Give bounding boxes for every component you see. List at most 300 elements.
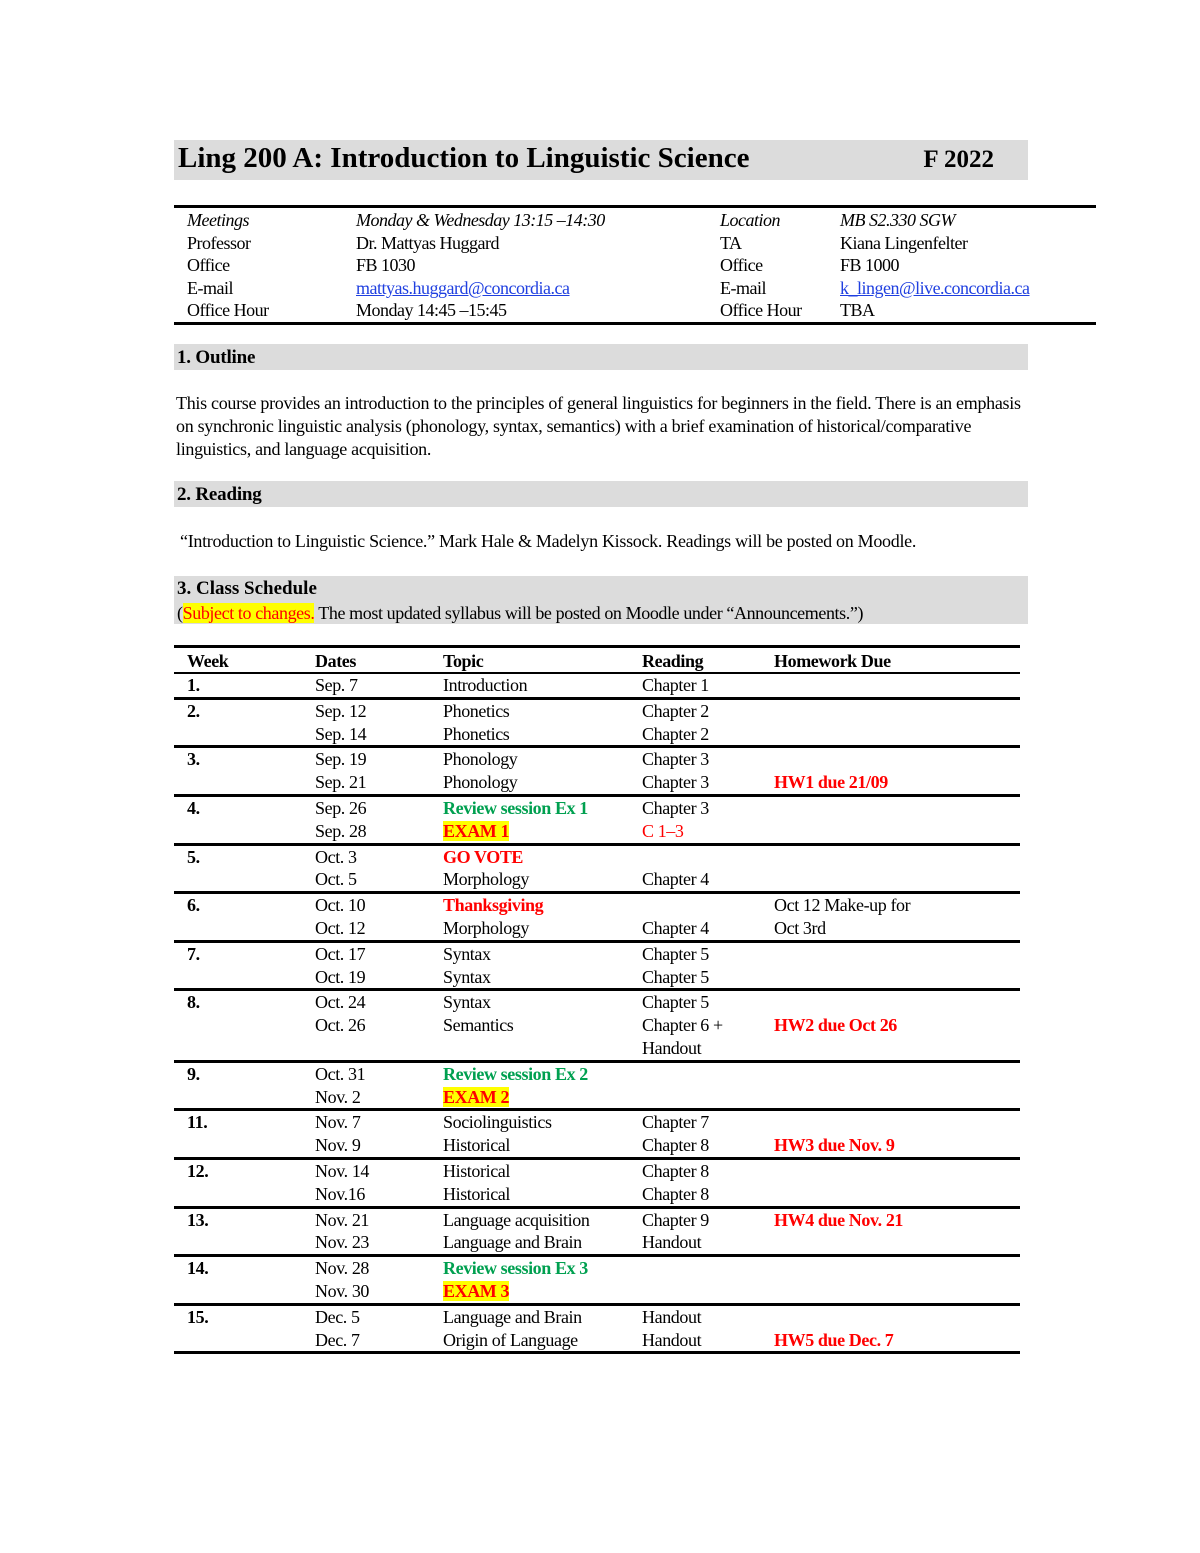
week-group (174, 990, 1020, 1061)
week-number (174, 893, 302, 917)
homework-cell-text: HW1 due 21/09 (774, 772, 888, 793)
topic-cell (430, 747, 629, 771)
date-cell-text: Oct. 3 (315, 846, 357, 867)
week-group (174, 1158, 1020, 1207)
homework-cell (761, 941, 1020, 965)
reading-cell (629, 1231, 761, 1255)
homework-cell (761, 1304, 1020, 1328)
reading-cell-text: Chapter 5 (642, 966, 709, 987)
course-title: Ling 200 A: Introduction to Linguistic Science (178, 142, 750, 174)
reading-cell-text: Chapter 1 (642, 675, 709, 695)
topic-cell (430, 1304, 629, 1328)
homework-cell (761, 820, 1020, 844)
week-number (174, 795, 302, 819)
ta-label: TA (720, 232, 742, 253)
subject-to-changes-highlight: Subject to changes. (182, 603, 315, 623)
reading-cell-text: Chapter 7 (642, 1112, 709, 1133)
reading-cell (629, 673, 761, 698)
week-number-text: 2. (187, 700, 200, 721)
date-cell (302, 1207, 430, 1231)
meetings-row (174, 207, 1096, 232)
reading-cell (629, 990, 761, 1014)
schedule-row (174, 1014, 1020, 1037)
date-cell-text: Oct. 5 (315, 869, 357, 890)
reading-text: “Introduction to Linguistic Science.” Mark Hale & Madelyn Kissock. Readings will be posted on Moodle. (180, 531, 917, 551)
homework-cell (761, 723, 1020, 747)
date-cell (302, 868, 430, 892)
topic-cell-text: Semantics (443, 1015, 514, 1036)
week-number (174, 723, 302, 747)
week-number (174, 1207, 302, 1231)
email-label: E-mail (187, 277, 233, 298)
professor-label: Professor (187, 232, 251, 253)
schedule-row (174, 1207, 1020, 1231)
reading-cell (629, 917, 761, 941)
week-number (174, 1256, 302, 1280)
topic-cell-text: Morphology (443, 917, 530, 938)
professor-email-link[interactable]: mattyas.huggard@concordia.ca (356, 277, 570, 298)
week-group (174, 1256, 1020, 1305)
topic-cell (430, 1061, 629, 1085)
date-cell-text: Nov. 28 (315, 1258, 370, 1279)
reading-cell (629, 893, 761, 917)
date-cell (302, 1014, 430, 1037)
homework-cell (761, 1207, 1020, 1231)
homework-cell (761, 1061, 1020, 1085)
reading-cell (629, 1134, 761, 1158)
date-cell (302, 917, 430, 941)
schedule-row (174, 1304, 1020, 1328)
date-cell-text: Nov. 14 (315, 1160, 370, 1181)
date-cell (302, 1304, 430, 1328)
topic-cell (430, 1183, 629, 1207)
schedule-row (174, 917, 1020, 941)
week-number-text: 1. (187, 675, 200, 695)
date-cell-text: Sep. 26 (315, 797, 367, 818)
topic-cell-text: Language and Brain (443, 1232, 582, 1253)
week-number-text: 3. (187, 749, 200, 770)
title-bar (174, 140, 1028, 180)
date-cell (302, 820, 430, 844)
reading-heading: 2. Reading (177, 484, 262, 505)
topic-cell (430, 868, 629, 892)
topic-cell (430, 917, 629, 941)
topic-cell-text: Phonology (443, 772, 518, 793)
schedule-row (174, 1061, 1020, 1085)
reading-cell (629, 747, 761, 771)
week-group (174, 844, 1020, 893)
reading-cell-text: Handout (642, 1329, 702, 1350)
outline-heading-bar (174, 344, 1028, 370)
homework-cell-text: HW3 due Nov. 9 (774, 1135, 895, 1156)
week-number (174, 1329, 302, 1353)
homework-cell-text: HW5 due Dec. 7 (774, 1329, 894, 1350)
topic-cell (430, 844, 629, 868)
week-number (174, 820, 302, 844)
topic-cell-text: EXAM 1 (443, 820, 510, 841)
reading-cell (629, 1086, 761, 1110)
week-number (174, 1014, 302, 1037)
topic-cell-text: GO VOTE (443, 846, 524, 867)
topic-cell (430, 1037, 629, 1061)
week-number-text: 4. (187, 797, 200, 818)
reading-cell-text: Chapter 3 (642, 797, 709, 818)
week-group (174, 1110, 1020, 1159)
schedule-row (174, 820, 1020, 844)
date-cell-text: Oct. 17 (315, 943, 366, 964)
ta-office-hour-value: TBA (840, 300, 875, 321)
date-cell (302, 1256, 430, 1280)
topic-cell-text: Morphology (443, 869, 530, 890)
topic-cell-text: Sociolinguistics (443, 1112, 552, 1133)
date-cell-text: Sep. 7 (315, 675, 358, 695)
date-cell-text: Nov.16 (315, 1183, 365, 1204)
homework-cell (761, 844, 1020, 868)
homework-cell (761, 795, 1020, 819)
schedule-row (174, 1256, 1020, 1280)
reading-cell (629, 795, 761, 819)
reading-cell-text: Chapter 5 (642, 943, 709, 964)
office-label: Office (187, 255, 230, 276)
reading-heading-bar (174, 481, 1028, 507)
homework-cell (761, 893, 1020, 917)
reading-cell (629, 698, 761, 722)
week-number (174, 1086, 302, 1110)
reading-cell (629, 868, 761, 892)
homework-cell (761, 771, 1020, 795)
reading-cell (629, 1207, 761, 1231)
topic-cell (430, 673, 629, 698)
topic-cell (430, 1014, 629, 1037)
schedule-row (174, 844, 1020, 868)
schedule-note (177, 603, 863, 624)
office-value: FB 1030 (356, 255, 416, 276)
schedule-row (174, 941, 1020, 965)
date-cell (302, 941, 430, 965)
reading-cell (629, 1183, 761, 1207)
column-header-topic: Topic (430, 647, 629, 674)
date-cell-text: Sep. 19 (315, 749, 367, 770)
reading-cell-text: Chapter 5 (642, 992, 709, 1013)
week-number (174, 941, 302, 965)
week-group (174, 941, 1020, 990)
reading-cell (629, 1037, 761, 1061)
date-cell (302, 1037, 430, 1061)
week-number (174, 747, 302, 771)
homework-cell-text: Oct 3rd (774, 917, 826, 938)
week-number-text: 5. (187, 846, 200, 867)
reading-cell (629, 1280, 761, 1304)
schedule-row (174, 893, 1020, 917)
professor-row (174, 232, 1096, 255)
date-cell-text: Nov. 30 (315, 1280, 370, 1301)
topic-cell (430, 1207, 629, 1231)
date-cell-text: Oct. 26 (315, 1015, 366, 1036)
reading-cell-text: Chapter 2 (642, 700, 709, 721)
homework-cell (761, 1231, 1020, 1255)
homework-cell (761, 1110, 1020, 1134)
date-cell (302, 1280, 430, 1304)
homework-cell (761, 1280, 1020, 1304)
topic-cell (430, 941, 629, 965)
reading-cell-text: Chapter 4 (642, 917, 709, 938)
reading-cell-text: Chapter 3 (642, 772, 709, 793)
topic-cell-text: Syntax (443, 943, 491, 964)
reading-cell (629, 1014, 761, 1037)
date-cell (302, 1061, 430, 1085)
date-cell (302, 1158, 430, 1182)
week-number (174, 868, 302, 892)
topic-cell (430, 1110, 629, 1134)
column-header-week: Week (174, 647, 302, 674)
schedule-row (174, 990, 1020, 1014)
office-hour-value: Monday 14:45 –15:45 (356, 300, 507, 321)
week-group (174, 747, 1020, 796)
topic-cell-text: Review session Ex 1 (443, 797, 588, 818)
date-cell-text: Oct. 19 (315, 966, 366, 987)
homework-cell (761, 1329, 1020, 1353)
week-number (174, 990, 302, 1014)
homework-cell-text: HW2 due Oct 26 (774, 1015, 897, 1036)
week-number (174, 844, 302, 868)
date-cell-text: Dec. 7 (315, 1329, 360, 1350)
reading-cell-text: Chapter 8 (642, 1183, 709, 1204)
schedule-heading: 3. Class Schedule (177, 578, 317, 599)
date-cell-text: Dec. 5 (315, 1306, 360, 1327)
week-group (174, 795, 1020, 844)
schedule-row (174, 1037, 1020, 1061)
schedule-note-rest: The most updated syllabus will be posted on Moodle under “Announcements.”) (314, 603, 864, 623)
schedule-row (174, 747, 1020, 771)
week-group (174, 1207, 1020, 1256)
date-cell (302, 1183, 430, 1207)
topic-cell-text: Thanksgiving (443, 895, 544, 916)
date-cell-text: Sep. 28 (315, 820, 367, 841)
reading-cell (629, 820, 761, 844)
topic-cell-text: Syntax (443, 992, 491, 1013)
week-number (174, 1061, 302, 1085)
week-number (174, 1158, 302, 1182)
topic-cell-text: Language and Brain (443, 1306, 582, 1327)
week-number (174, 1110, 302, 1134)
schedule-row (174, 1280, 1020, 1304)
reading-cell-text: Chapter 2 (642, 723, 709, 744)
date-cell-text: Nov. 2 (315, 1086, 361, 1107)
schedule-heading-bar (174, 576, 1028, 624)
homework-cell (761, 868, 1020, 892)
date-cell (302, 893, 430, 917)
topic-cell (430, 893, 629, 917)
topic-cell (430, 1158, 629, 1182)
topic-cell (430, 1329, 629, 1353)
date-cell (302, 795, 430, 819)
column-header-dates: Dates (302, 647, 430, 674)
reading-cell (629, 1061, 761, 1085)
ta-value: Kiana Lingenfelter (840, 232, 968, 253)
ta-office-value: FB 1000 (840, 255, 900, 276)
topic-cell (430, 1134, 629, 1158)
reading-cell-text: Chapter 9 (642, 1209, 709, 1230)
week-number-text: 8. (187, 992, 200, 1013)
schedule-row (174, 1183, 1020, 1207)
reading-cell-text: Chapter 6 + (642, 1015, 723, 1036)
homework-cell (761, 1134, 1020, 1158)
date-cell (302, 723, 430, 747)
date-cell (302, 844, 430, 868)
meetings-label: Meetings (187, 210, 249, 230)
course-info-table (174, 205, 1096, 325)
topic-cell (430, 990, 629, 1014)
schedule-header-row (174, 647, 1020, 674)
topic-cell-text: Language acquisition (443, 1209, 590, 1230)
week-number (174, 1183, 302, 1207)
topic-cell (430, 723, 629, 747)
schedule-row (174, 698, 1020, 722)
week-number (174, 1037, 302, 1061)
topic-cell-text: Historical (443, 1183, 510, 1204)
topic-cell-text: Introduction (443, 675, 528, 695)
professor-value: Dr. Mattyas Huggard (356, 232, 499, 253)
topic-cell-text: Review session Ex 3 (443, 1258, 588, 1279)
homework-cell (761, 917, 1020, 941)
homework-cell-text: HW4 due Nov. 21 (774, 1209, 904, 1230)
week-number-text: 9. (187, 1063, 200, 1084)
week-number (174, 1134, 302, 1158)
ta-email-link[interactable]: k_lingen@live.concordia.ca (840, 277, 1030, 298)
ta-email-label: E-mail (720, 277, 766, 298)
schedule-row (174, 1329, 1020, 1353)
date-cell-text: Sep. 12 (315, 700, 367, 721)
week-number (174, 771, 302, 795)
date-cell-text: Sep. 21 (315, 772, 367, 793)
schedule-row (174, 868, 1020, 892)
week-number (174, 1280, 302, 1304)
location-label: Location (720, 210, 781, 230)
schedule-row (174, 966, 1020, 990)
date-cell-text: Nov. 7 (315, 1112, 361, 1133)
week-group (174, 1304, 1020, 1353)
date-cell-text: Oct. 10 (315, 895, 366, 916)
email-row (174, 277, 1096, 300)
office-hour-label: Office Hour (187, 300, 269, 321)
topic-cell-text: Syntax (443, 966, 491, 987)
topic-cell-text: EXAM 3 (443, 1280, 510, 1301)
course-term: F 2022 (923, 146, 994, 173)
reading-cell-text: Handout (642, 1232, 702, 1253)
schedule-row (174, 1231, 1020, 1255)
date-cell (302, 1086, 430, 1110)
date-cell-text: Nov. 9 (315, 1135, 361, 1156)
topic-cell (430, 820, 629, 844)
schedule-row (174, 771, 1020, 795)
week-group (174, 893, 1020, 942)
week-number-text: 15. (187, 1306, 209, 1327)
week-number (174, 1304, 302, 1328)
schedule-row (174, 1110, 1020, 1134)
date-cell (302, 698, 430, 722)
reading-cell-text: Chapter 4 (642, 869, 709, 890)
office-row (174, 254, 1096, 277)
week-number (174, 698, 302, 722)
reading-cell (629, 1158, 761, 1182)
topic-cell (430, 966, 629, 990)
week-number-text: 13. (187, 1209, 209, 1230)
outline-heading: 1. Outline (177, 347, 256, 368)
schedule-row (174, 795, 1020, 819)
homework-cell (761, 1014, 1020, 1037)
reading-cell (629, 771, 761, 795)
date-cell-text: Nov. 23 (315, 1232, 370, 1253)
ta-office-hour-label: Office Hour (720, 300, 802, 321)
homework-cell (761, 966, 1020, 990)
homework-cell (761, 1158, 1020, 1182)
topic-cell-text: Phonetics (443, 700, 510, 721)
reading-cell (629, 1329, 761, 1353)
date-cell-text: Oct. 24 (315, 992, 366, 1013)
topic-cell-text: EXAM 2 (443, 1086, 510, 1107)
reading-cell-text: C 1–3 (642, 820, 684, 841)
homework-cell-text: Oct 12 Make-up for (774, 895, 911, 916)
office-hour-row (174, 299, 1096, 323)
topic-cell-text: Phonology (443, 749, 518, 770)
topic-cell (430, 698, 629, 722)
topic-cell (430, 1086, 629, 1110)
homework-cell (761, 990, 1020, 1014)
homework-cell (761, 1183, 1020, 1207)
homework-cell (761, 1037, 1020, 1061)
week-number (174, 966, 302, 990)
ta-office-label: Office (720, 255, 763, 276)
topic-cell (430, 1280, 629, 1304)
topic-cell-text: Historical (443, 1135, 510, 1156)
reading-cell-text: Chapter 3 (642, 749, 709, 770)
location-value: MB S2.330 SGW (840, 210, 955, 230)
topic-cell (430, 1256, 629, 1280)
week-number-text: 7. (187, 943, 200, 964)
date-cell (302, 1329, 430, 1353)
week-number-text: 6. (187, 895, 200, 916)
date-cell (302, 747, 430, 771)
homework-cell (761, 747, 1020, 771)
topic-cell (430, 795, 629, 819)
schedule-row (174, 1086, 1020, 1110)
reading-cell (629, 723, 761, 747)
date-cell-text: Sep. 14 (315, 723, 367, 744)
reading-cell-text: Chapter 8 (642, 1135, 709, 1156)
class-schedule-table (174, 645, 1020, 1354)
schedule-row (174, 1134, 1020, 1158)
date-cell (302, 771, 430, 795)
date-cell (302, 1134, 430, 1158)
homework-cell (761, 1086, 1020, 1110)
topic-cell-text: Origin of Language (443, 1329, 578, 1350)
week-group (174, 1061, 1020, 1110)
homework-cell (761, 673, 1020, 698)
week-number-text: 12. (187, 1160, 209, 1181)
week-number-text: 14. (187, 1258, 209, 1279)
reading-cell-text: Chapter 8 (642, 1160, 709, 1181)
week-number (174, 917, 302, 941)
topic-cell (430, 1231, 629, 1255)
week-number (174, 673, 302, 698)
reading-cell (629, 1110, 761, 1134)
reading-cell (629, 1304, 761, 1328)
week-group (174, 673, 1020, 698)
date-cell (302, 1231, 430, 1255)
topic-cell-text: Historical (443, 1160, 510, 1181)
homework-cell (761, 1256, 1020, 1280)
schedule-note-open: ( (177, 603, 183, 623)
